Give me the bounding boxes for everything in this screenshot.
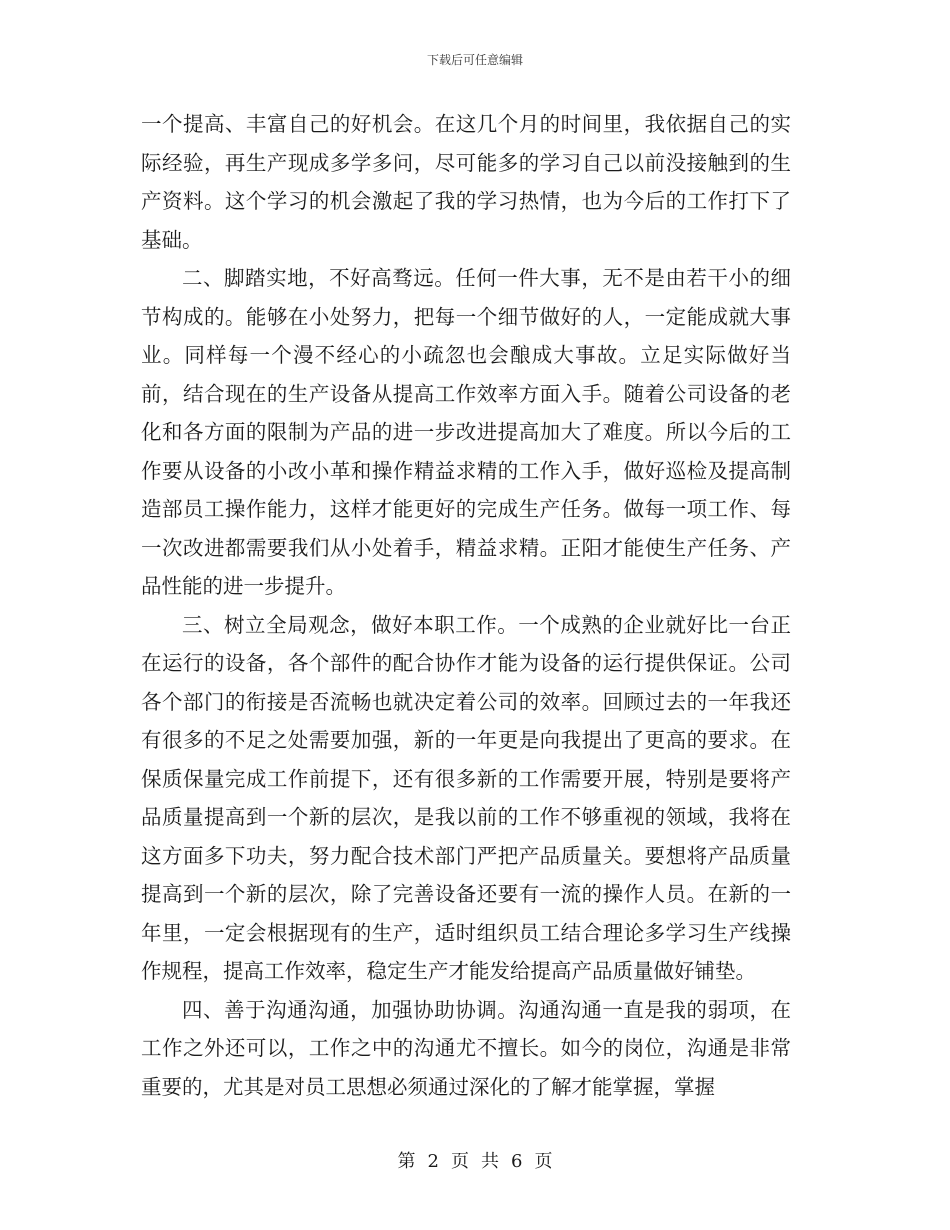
footer-total-pages: 6 xyxy=(511,1151,523,1172)
paragraph-section-three: 三、树立全局观念，做好本职工作。一个成熟的企业就好比一台正在运行的设备，各个部件的配合协作才能为设备的运行提供保证。公司各个部门的衔接是否流畅也就决定着公司的效率。回顾过去的一年我还有很多的不足之处需要加强，新的一年更是向我提出了更高的要求。在保质保量完成工作前提下，还有很多新的工作需要开展，特别是要将产品质量提高到一个新的层次，是我以前的工作不够重视的领域，我将在这方面多下功夫，努力配合技术部门严把产品质量关。要想将产品质量提高到一个新的层次，除了完善设备还要有一流的操作人员。在新的一年里，一定会根据现有的生产，适时组织员工结合理论多学习生产线操作规程，提高工作效率，稳定生产才能发给提高产品质量做好铺垫。 xyxy=(141,612,791,983)
document-body xyxy=(141,105,791,1106)
page-footer xyxy=(0,1150,950,1174)
footer-prefix: 第 xyxy=(397,1151,416,1172)
page-header xyxy=(0,52,950,68)
footer-suffix: 页 xyxy=(534,1151,553,1172)
paragraph-section-two: 二、脚踏实地，不好高骛远。任何一件大事，无不是由若干小的细节构成的。能够在小处努力，把每一个细节做好的人，一定能成就大事业。同样每一个漫不经心的小疏忽也会酿成大事故。立足实际做好当前，结合现在的生产设备从提高工作效率方面入手。随着公司设备的老化和各方面的限制为产品的进一步改进提高加大了难度。所以今后的工作要从设备的小改小革和操作精益求精的工作入手，做好巡检及提高制造部员工操作能力，这样才能更好的完成生产任务。做每一项工作、每一次改进都需要我们从小处着手，精益求精。正阳才能使生产任务、产品性能的进一步提升。 xyxy=(141,266,791,598)
header-text: 下载后可任意编辑 xyxy=(426,53,523,67)
paragraph-section-four: 四、善于沟通沟通，加强协助协调。沟通沟通一直是我的弱项，在工作之外还可以，工作之中的沟通尤不擅长。如今的岗位，沟通是非常重要的，尤其是对员工思想必须通过深化的了解才能掌握，掌握 xyxy=(141,997,791,1099)
footer-page-word: 页 xyxy=(451,1151,469,1172)
paragraph-continuation: 一个提高、丰富自己的好机会。在这几个月的时间里，我依据自己的实际经验，再生产现成多学多问，尽可能多的学习自己以前没接触到的生产资料。这个学习的机会激起了我的学习热情，也为今后的工作打下了基础。 xyxy=(141,112,791,252)
footer-page-number: 2 xyxy=(427,1151,439,1172)
footer-total-prefix: 共 xyxy=(481,1151,499,1172)
